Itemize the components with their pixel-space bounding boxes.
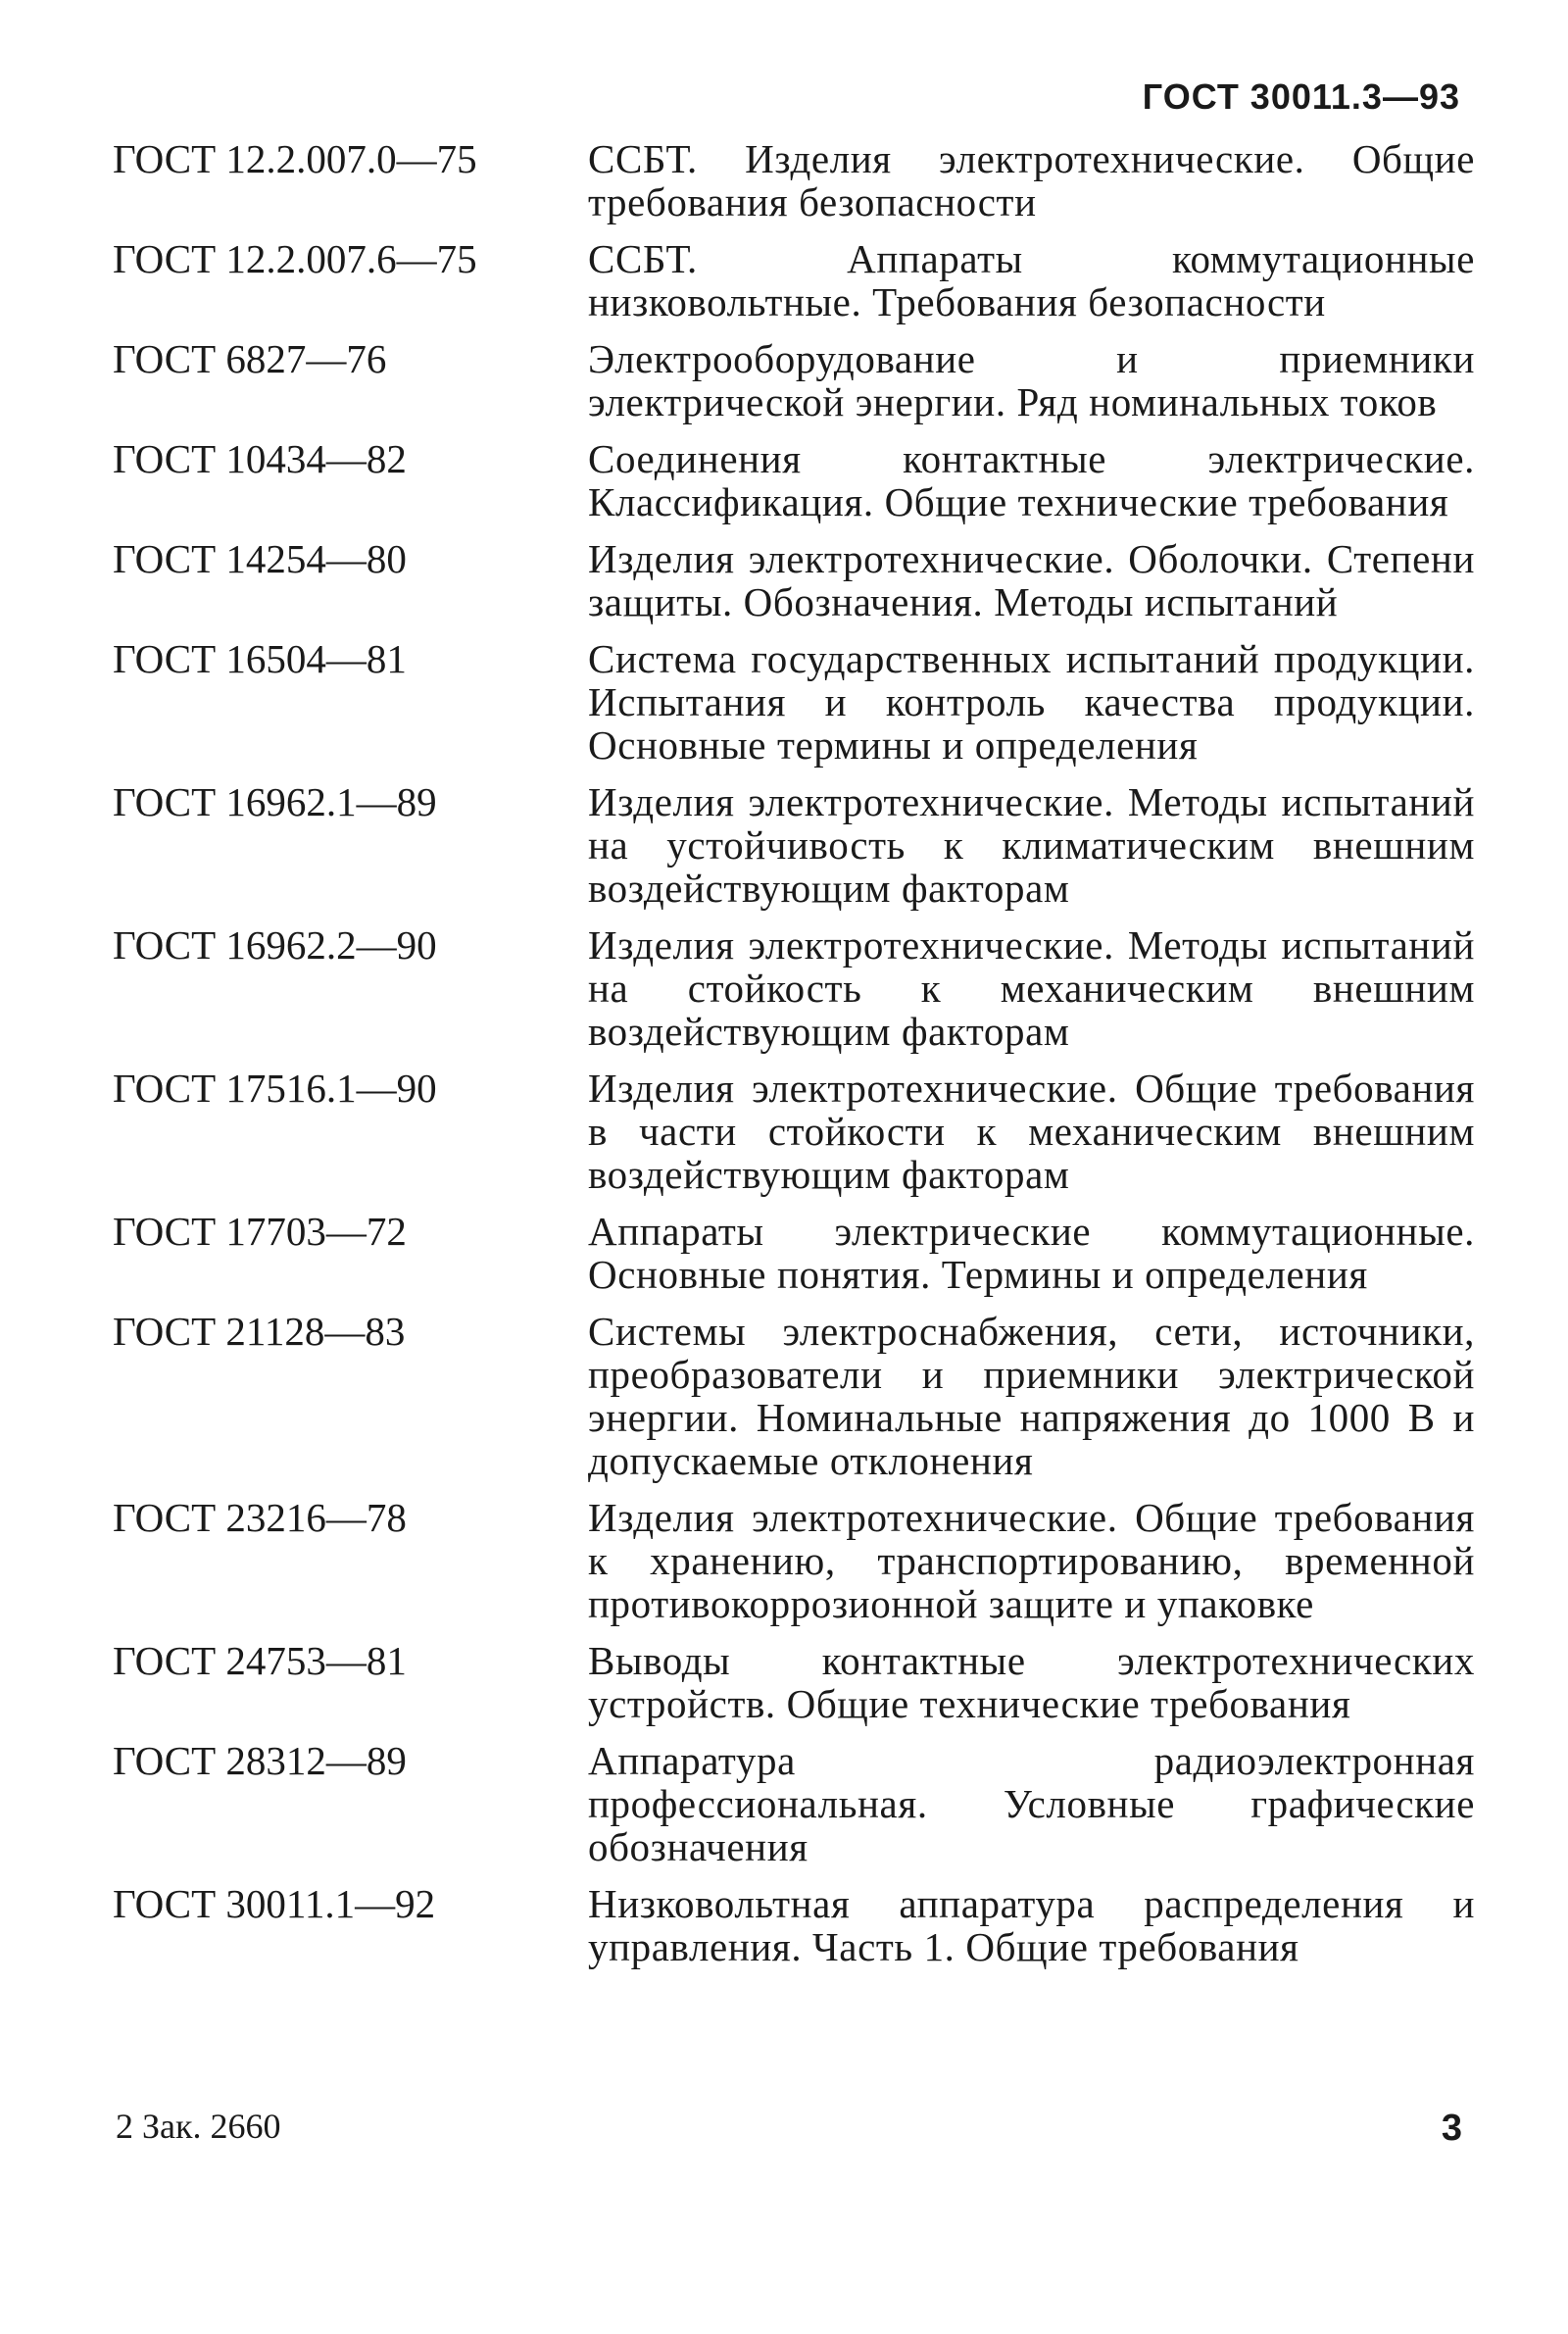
reference-row (113, 337, 1475, 423)
reference-code: ГОСТ 14254—80 (113, 536, 407, 581)
reference-row (113, 1210, 1475, 1296)
reference-title: Аппараты электрические коммутационные. Основные понятия. Термины и определения (588, 1209, 1475, 1297)
reference-row (113, 1639, 1475, 1725)
reference-code: ГОСТ 16962.1—89 (113, 779, 437, 824)
normative-references-list (113, 137, 1475, 1982)
reference-row (113, 637, 1475, 767)
reference-row (113, 537, 1475, 623)
reference-row (113, 137, 1475, 223)
reference-title: Системы электроснабжения, сети, источники, преобразователи и приемники электрической энергии. Номинальные напряжения до 1000 В и допускаемые отклонения (588, 1309, 1475, 1483)
reference-code: ГОСТ 16504—81 (113, 636, 407, 681)
reference-row (113, 237, 1475, 323)
reference-code: ГОСТ 6827—76 (113, 336, 387, 381)
reference-row (113, 780, 1475, 910)
page-header-standard-id: ГОСТ 30011.3—93 (1142, 76, 1460, 117)
reference-code: ГОСТ 12.2.007.6—75 (113, 236, 477, 281)
reference-code: ГОСТ 16962.2—90 (113, 922, 437, 968)
reference-row (113, 1310, 1475, 1482)
reference-code: ГОСТ 17516.1—90 (113, 1066, 437, 1111)
reference-title: Низковольтная аппаратура распределения и управления. Часть 1. Общие требования (588, 1881, 1475, 1969)
reference-title: ССБТ. Аппараты коммутационные низковольтные. Требования безопасности (588, 236, 1475, 324)
page-number: 3 (1441, 2108, 1462, 2149)
reference-row (113, 923, 1475, 1053)
reference-row (113, 437, 1475, 523)
reference-code: ГОСТ 30011.1—92 (113, 1881, 436, 1926)
reference-title: Изделия электротехнические. Методы испытаний на устойчивость к климатическим внешним воздействующим факторам (588, 779, 1475, 911)
reference-row (113, 1739, 1475, 1868)
reference-row (113, 1067, 1475, 1196)
reference-code: ГОСТ 24753—81 (113, 1638, 407, 1683)
reference-title: Система государственных испытаний продукции. Испытания и контроль качества продукции. Основные термины и определения (588, 636, 1475, 768)
reference-code: ГОСТ 21128—83 (113, 1309, 406, 1354)
reference-row (113, 1882, 1475, 1968)
reference-title: Соединения контактные электрические. Классификация. Общие технические требования (588, 436, 1475, 524)
reference-title: Изделия электротехнические. Общие требования к хранению, транспортированию, временной противокоррозионной защите и упаковке (588, 1495, 1475, 1626)
reference-row (113, 1496, 1475, 1625)
order-note: 2 Зак. 2660 (116, 2107, 281, 2146)
reference-code: ГОСТ 17703—72 (113, 1209, 407, 1254)
reference-title: Изделия электротехнические. Общие требования в части стойкости к механическим внешним воздействующим факторам (588, 1066, 1475, 1197)
reference-code: ГОСТ 12.2.007.0—75 (113, 136, 477, 181)
reference-code: ГОСТ 28312—89 (113, 1738, 407, 1783)
reference-title: Выводы контактные электротехнических устройств. Общие технические требования (588, 1638, 1475, 1726)
reference-title: Аппаратура радиоэлектронная профессиональная. Условные графические обозначения (588, 1738, 1475, 1869)
reference-code: ГОСТ 10434—82 (113, 436, 407, 481)
reference-code: ГОСТ 23216—78 (113, 1495, 407, 1540)
reference-title: ССБТ. Изделия электротехнические. Общие требования безопасности (588, 136, 1475, 224)
reference-title: Электрооборудование и приемники электрической энергии. Ряд номинальных токов (588, 336, 1475, 424)
reference-title: Изделия электротехнические. Методы испытаний на стойкость к механическим внешним воздействующим факторам (588, 922, 1475, 1054)
reference-title: Изделия электротехнические. Оболочки. Степени защиты. Обозначения. Методы испытаний (588, 536, 1475, 624)
